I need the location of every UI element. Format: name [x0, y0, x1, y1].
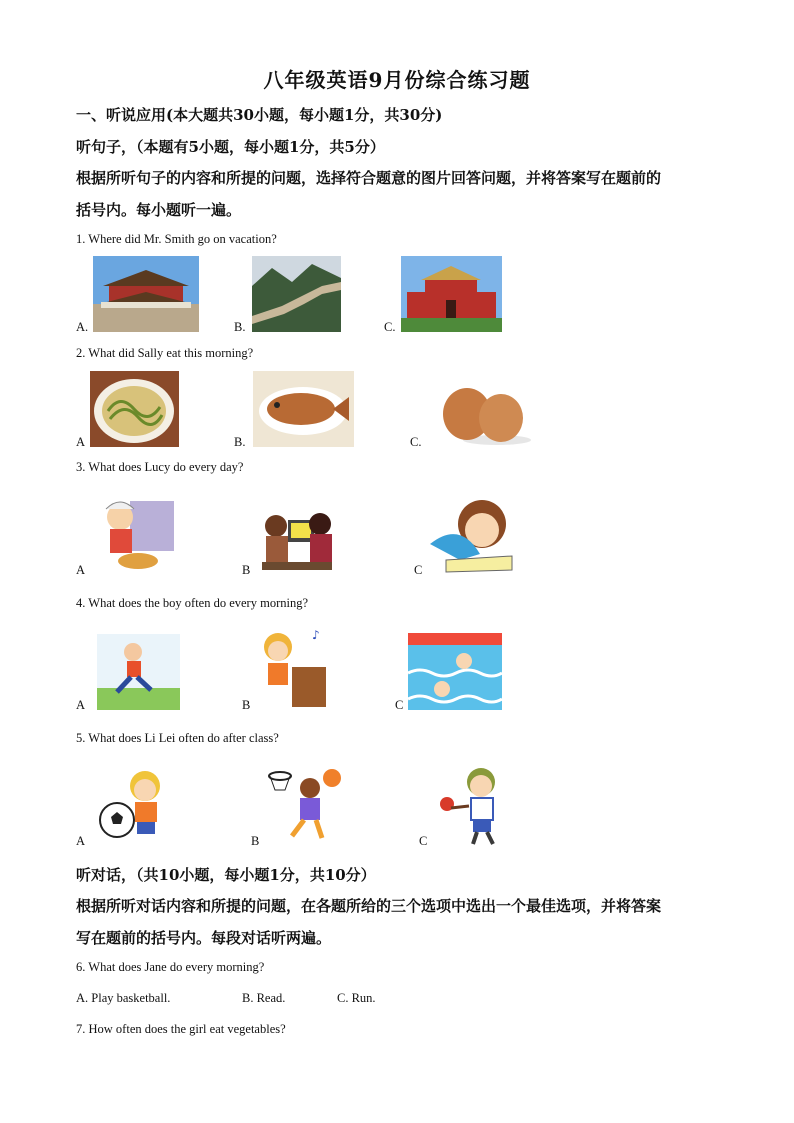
q2-option-a-letter: A [76, 435, 86, 449]
cooking-girl-cartoon [90, 493, 176, 575]
q3-option-c-letter: C [414, 563, 423, 577]
page-title: 八年级英语9月份综合练习题 [263, 68, 531, 92]
q5-option-c-letter: C [419, 834, 428, 848]
running-boy-cartoon [97, 634, 180, 710]
q2-option-b-letter: B. [234, 435, 246, 449]
q6-option-a: A. Play basketball. [76, 991, 171, 1005]
basketball-boy-cartoon [266, 766, 343, 844]
question-3: 3. What does Lucy do every day? [76, 460, 244, 474]
q5-option-a-letter: A [76, 834, 86, 848]
section-heading: 一、听说应用(本大题共30小题，每小题1分，共30分) [76, 106, 443, 124]
question-2: 2. What did Sally eat this morning? [76, 346, 254, 360]
q4-option-b-letter: B [242, 698, 251, 712]
q1-option-c-letter: C. [384, 320, 396, 334]
question-7: 7. How often does the girl eat vegetables? [76, 1022, 286, 1036]
q2-option-c-letter: C. [410, 435, 422, 449]
question-4: 4. What does the boy often do every morning? [76, 596, 309, 610]
swimming-kids-cartoon [408, 633, 502, 710]
great-wall-photo [252, 256, 341, 332]
watching-tv-cartoon [258, 500, 334, 576]
ping-pong-boy-cartoon [433, 762, 519, 846]
tiananmen-gate-photo [401, 256, 502, 332]
forbidden-city-hall-photo [93, 256, 199, 332]
eggs-photo [427, 372, 532, 447]
q4-option-a-letter: A [76, 698, 86, 712]
reading-girl-cartoon [430, 490, 514, 577]
part1-instruction-line1: 根据所听句子的内容和所提的问题，选择符合题意的图片回答问题，并将答案写在题前的 [76, 169, 662, 187]
question-5: 5. What does Li Lei often do after class? [76, 731, 279, 745]
question-1: 1. Where did Mr. Smith go on vacation? [76, 232, 277, 246]
part1-heading: 听句子，（本题有5小题，每小题1分，共5分） [76, 138, 385, 156]
q3-option-b-letter: B [242, 563, 251, 577]
question-6: 6. What does Jane do every morning? [76, 960, 265, 974]
piano-boy-cartoon [254, 625, 328, 710]
q3-option-a-letter: A [76, 563, 86, 577]
q4-option-c-letter: C [395, 698, 404, 712]
part2-instruction-line1: 根据所听对话内容和所提的问题，在各题所给的三个选项中选出一个最佳选项，并将答案 [76, 897, 662, 915]
part1-instruction-line2: 括号内。每小题听一遍。 [76, 201, 242, 219]
q5-option-b-letter: B [251, 834, 260, 848]
part2-heading: 听对话，（共10小题，每小题1分，共10分） [76, 866, 376, 884]
q6-option-b: B. Read. [242, 991, 286, 1005]
svg-text:♪: ♪ [312, 628, 320, 642]
fish-dish-photo [253, 371, 354, 447]
q6-option-c: C. Run. [337, 991, 376, 1005]
noodles-photo [90, 371, 179, 447]
part2-instruction-line2: 写在题前的括号内。每段对话听两遍。 [76, 929, 332, 947]
football-boy-cartoon [97, 764, 177, 846]
q1-option-a-letter: A. [76, 320, 89, 334]
q1-option-b-letter: B. [234, 320, 246, 334]
